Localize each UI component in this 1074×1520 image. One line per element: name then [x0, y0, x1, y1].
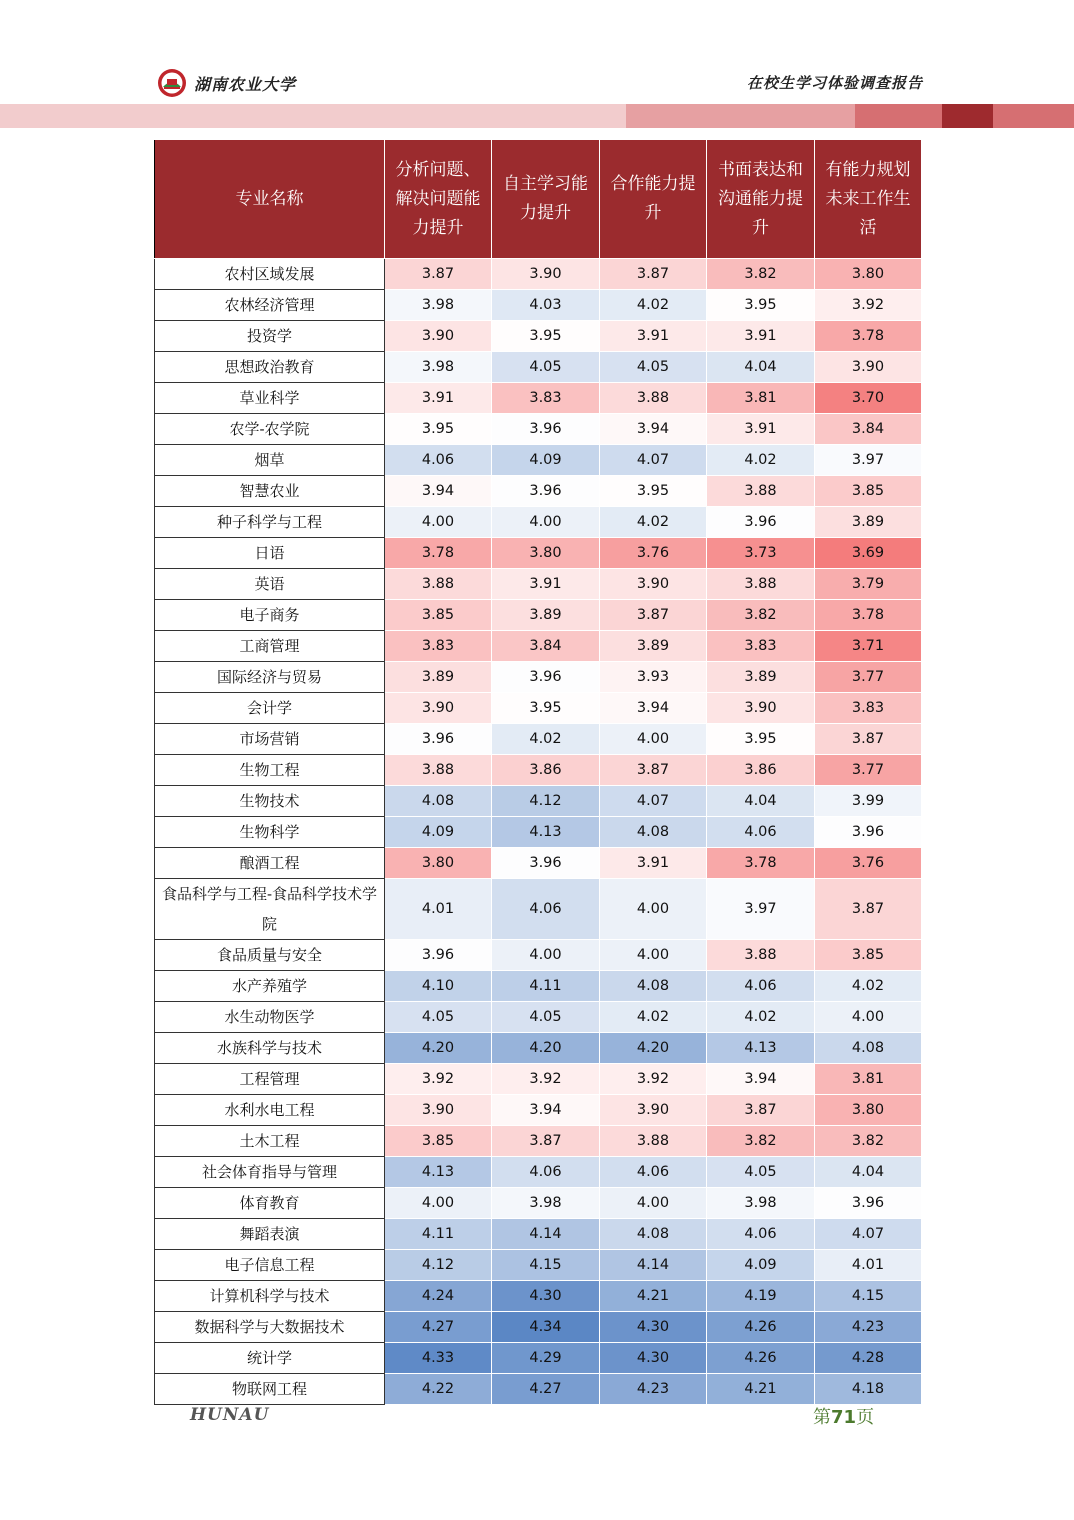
score-cell: 3.88 — [600, 1126, 707, 1157]
score-cell: 3.89 — [492, 600, 600, 631]
score-cell: 3.69 — [815, 538, 922, 569]
major-name-cell: 水利水电工程 — [155, 1095, 385, 1126]
score-cell: 4.02 — [600, 290, 707, 321]
score-cell: 3.92 — [492, 1064, 600, 1095]
header-left — [157, 66, 296, 100]
score-cell: 3.87 — [385, 259, 492, 290]
table-row — [155, 1219, 922, 1250]
table-row — [155, 414, 922, 445]
score-cell: 3.90 — [385, 1095, 492, 1126]
score-cell: 4.06 — [385, 445, 492, 476]
score-cell: 4.05 — [492, 352, 600, 383]
major-name-cell: 社会体育指导与管理 — [155, 1157, 385, 1188]
major-name-cell: 酿酒工程 — [155, 848, 385, 879]
score-cell: 3.96 — [385, 724, 492, 755]
university-name: 湖南农业大学 — [194, 74, 297, 94]
score-cell: 3.96 — [492, 414, 600, 445]
score-cell: 3.97 — [707, 879, 815, 940]
major-name-cell: 投资学 — [155, 321, 385, 352]
table-row — [155, 1033, 922, 1064]
score-cell: 4.04 — [707, 786, 815, 817]
score-cell: 3.78 — [815, 321, 922, 352]
table-row — [155, 786, 922, 817]
table-row — [155, 1374, 922, 1405]
score-cell: 4.23 — [815, 1312, 922, 1343]
major-name-cell: 工商管理 — [155, 631, 385, 662]
table-row — [155, 538, 922, 569]
major-name-cell: 数据科学与大数据技术 — [155, 1312, 385, 1343]
table-row — [155, 600, 922, 631]
table-row — [155, 848, 922, 879]
score-cell: 4.27 — [385, 1312, 492, 1343]
score-cell: 3.95 — [492, 321, 600, 352]
score-cell: 3.83 — [815, 693, 922, 724]
score-cell: 3.80 — [815, 259, 922, 290]
score-cell: 3.89 — [815, 507, 922, 538]
score-cell: 3.88 — [385, 569, 492, 600]
score-cell: 3.87 — [600, 600, 707, 631]
score-cell: 3.90 — [815, 352, 922, 383]
score-cell: 3.89 — [385, 662, 492, 693]
score-cell: 4.30 — [492, 1281, 600, 1312]
score-cell: 3.87 — [492, 1126, 600, 1157]
score-cell: 3.85 — [385, 600, 492, 631]
major-name-cell: 食品质量与安全 — [155, 940, 385, 971]
table-row — [155, 569, 922, 600]
table-row — [155, 476, 922, 507]
table-row — [155, 662, 922, 693]
major-name-cell: 英语 — [155, 569, 385, 600]
score-cell: 3.96 — [815, 817, 922, 848]
score-cell: 4.07 — [815, 1219, 922, 1250]
score-cell: 4.22 — [385, 1374, 492, 1405]
score-cell: 3.89 — [600, 631, 707, 662]
score-cell: 3.86 — [707, 755, 815, 786]
score-cell: 4.30 — [600, 1343, 707, 1374]
score-cell: 3.94 — [385, 476, 492, 507]
score-cell: 4.30 — [600, 1312, 707, 1343]
score-cell: 3.92 — [815, 290, 922, 321]
score-cell: 3.90 — [600, 1095, 707, 1126]
score-cell: 4.10 — [385, 971, 492, 1002]
score-cell: 3.88 — [600, 383, 707, 414]
table-row — [155, 1250, 922, 1281]
table-row — [155, 507, 922, 538]
footer-brand: HUNAU — [190, 1405, 270, 1425]
score-cell: 3.78 — [385, 538, 492, 569]
score-cell: 3.77 — [815, 662, 922, 693]
score-cell: 4.29 — [492, 1343, 600, 1374]
table-row — [155, 940, 922, 971]
score-cell: 3.95 — [600, 476, 707, 507]
score-cell: 3.82 — [815, 1126, 922, 1157]
major-name-cell: 日语 — [155, 538, 385, 569]
column-header: 书面表达和沟通能力提升 — [707, 140, 815, 259]
score-cell: 3.89 — [707, 662, 815, 693]
major-name-cell: 生物科学 — [155, 817, 385, 848]
score-cell: 3.96 — [492, 662, 600, 693]
table-row — [155, 1002, 922, 1033]
score-cell: 3.94 — [600, 693, 707, 724]
page-suffix: 页 — [856, 1407, 875, 1428]
major-name-cell: 体育教育 — [155, 1188, 385, 1219]
score-cell: 4.02 — [600, 507, 707, 538]
score-cell: 3.83 — [707, 631, 815, 662]
score-cell: 3.98 — [492, 1188, 600, 1219]
score-cell: 3.90 — [385, 321, 492, 352]
score-cell: 4.09 — [492, 445, 600, 476]
table-row — [155, 1095, 922, 1126]
score-cell: 4.26 — [707, 1312, 815, 1343]
score-cell: 3.71 — [815, 631, 922, 662]
score-cell: 3.91 — [600, 848, 707, 879]
university-seal-icon — [157, 68, 187, 98]
score-cell: 3.91 — [707, 414, 815, 445]
score-cell: 3.84 — [492, 631, 600, 662]
score-cell: 4.00 — [600, 879, 707, 940]
score-cell: 4.12 — [492, 786, 600, 817]
score-cell: 4.33 — [385, 1343, 492, 1374]
table-row — [155, 1126, 922, 1157]
major-name-cell: 工程管理 — [155, 1064, 385, 1095]
score-cell: 4.08 — [385, 786, 492, 817]
score-cell: 3.80 — [492, 538, 600, 569]
score-cell: 4.21 — [600, 1281, 707, 1312]
major-name-cell: 水生动物医学 — [155, 1002, 385, 1033]
score-cell: 3.80 — [385, 848, 492, 879]
table-row — [155, 631, 922, 662]
score-cell: 3.98 — [707, 1188, 815, 1219]
major-name-cell: 水族科学与技术 — [155, 1033, 385, 1064]
score-cell: 4.21 — [707, 1374, 815, 1405]
score-cell: 4.11 — [492, 971, 600, 1002]
score-cell: 4.13 — [385, 1157, 492, 1188]
score-cell: 4.06 — [707, 1219, 815, 1250]
score-cell: 3.96 — [492, 848, 600, 879]
column-header: 有能力规划未来工作生活 — [815, 140, 922, 259]
score-cell: 3.94 — [600, 414, 707, 445]
major-name-cell: 生物技术 — [155, 786, 385, 817]
score-cell: 3.82 — [707, 600, 815, 631]
score-cell: 3.87 — [707, 1095, 815, 1126]
score-cell: 3.98 — [385, 352, 492, 383]
score-cell: 3.95 — [385, 414, 492, 445]
score-cell: 3.91 — [707, 321, 815, 352]
score-cell: 4.02 — [600, 1002, 707, 1033]
score-cell: 4.04 — [815, 1157, 922, 1188]
score-cell: 3.96 — [815, 1188, 922, 1219]
score-cell: 3.78 — [707, 848, 815, 879]
score-cell: 3.95 — [707, 724, 815, 755]
score-cell: 4.03 — [492, 290, 600, 321]
score-cell: 3.83 — [385, 631, 492, 662]
score-cell: 3.94 — [707, 1064, 815, 1095]
table-row — [155, 755, 922, 786]
score-cell: 4.07 — [600, 445, 707, 476]
major-name-cell: 统计学 — [155, 1343, 385, 1374]
score-cell: 3.95 — [707, 290, 815, 321]
score-cell: 4.05 — [492, 1002, 600, 1033]
major-name-cell: 会计学 — [155, 693, 385, 724]
score-cell: 3.81 — [707, 383, 815, 414]
score-cell: 3.80 — [815, 1095, 922, 1126]
column-header: 合作能力提升 — [600, 140, 707, 259]
score-cell: 4.06 — [707, 817, 815, 848]
major-name-cell: 物联网工程 — [155, 1374, 385, 1405]
table-row — [155, 383, 922, 414]
major-name-cell: 思想政治教育 — [155, 352, 385, 383]
score-cell: 3.96 — [385, 940, 492, 971]
table-row — [155, 445, 922, 476]
score-cell: 4.02 — [492, 724, 600, 755]
score-cell: 3.76 — [815, 848, 922, 879]
score-cell: 3.88 — [707, 569, 815, 600]
score-cell: 4.09 — [707, 1250, 815, 1281]
page-prefix: 第 — [813, 1407, 831, 1428]
score-cell: 4.15 — [492, 1250, 600, 1281]
score-cell: 4.26 — [707, 1343, 815, 1374]
score-cell: 3.91 — [600, 321, 707, 352]
score-cell: 3.91 — [492, 569, 600, 600]
major-name-cell: 食品科学与工程-食品科学技术学院 — [155, 879, 385, 940]
table-row — [155, 1188, 922, 1219]
score-cell: 3.77 — [815, 755, 922, 786]
score-cell: 4.15 — [815, 1281, 922, 1312]
score-cell: 4.00 — [385, 507, 492, 538]
score-cell: 4.00 — [815, 1002, 922, 1033]
score-cell: 4.23 — [600, 1374, 707, 1405]
table-row — [155, 290, 922, 321]
score-cell: 4.06 — [492, 879, 600, 940]
score-cell: 3.84 — [815, 414, 922, 445]
score-cell: 4.20 — [492, 1033, 600, 1064]
score-cell: 4.05 — [600, 352, 707, 383]
score-cell: 4.08 — [815, 1033, 922, 1064]
score-cell: 4.24 — [385, 1281, 492, 1312]
table-row — [155, 1343, 922, 1374]
table-row — [155, 1064, 922, 1095]
score-cell: 4.19 — [707, 1281, 815, 1312]
table-row — [155, 879, 922, 940]
major-name-cell: 水产养殖学 — [155, 971, 385, 1002]
score-cell: 3.92 — [600, 1064, 707, 1095]
table-row — [155, 693, 922, 724]
score-cell: 4.00 — [600, 724, 707, 755]
score-cell: 4.00 — [492, 507, 600, 538]
column-header: 自主学习能力提升 — [492, 140, 600, 259]
table-body — [155, 259, 922, 1405]
score-cell: 4.27 — [492, 1374, 600, 1405]
score-cell: 4.02 — [815, 971, 922, 1002]
score-cell: 3.92 — [385, 1064, 492, 1095]
score-cell: 4.08 — [600, 1219, 707, 1250]
score-cell: 4.00 — [385, 1188, 492, 1219]
score-cell: 3.90 — [600, 569, 707, 600]
score-cell: 4.05 — [707, 1157, 815, 1188]
score-cell: 4.00 — [600, 1188, 707, 1219]
major-scores-table — [154, 139, 922, 1405]
score-cell: 3.78 — [815, 600, 922, 631]
score-cell: 4.04 — [707, 352, 815, 383]
score-cell: 4.02 — [707, 445, 815, 476]
score-cell: 3.88 — [707, 476, 815, 507]
score-cell: 3.70 — [815, 383, 922, 414]
score-cell: 3.98 — [385, 290, 492, 321]
score-cell: 4.01 — [815, 1250, 922, 1281]
score-cell: 4.28 — [815, 1343, 922, 1374]
score-cell: 3.87 — [600, 755, 707, 786]
major-name-cell: 农学-农学院 — [155, 414, 385, 445]
table-row — [155, 352, 922, 383]
major-name-cell: 种子科学与工程 — [155, 507, 385, 538]
table-row — [155, 1281, 922, 1312]
score-cell: 4.20 — [600, 1033, 707, 1064]
table-row — [155, 1312, 922, 1343]
score-cell: 3.96 — [492, 476, 600, 507]
score-cell: 4.06 — [707, 971, 815, 1002]
score-cell: 4.08 — [600, 817, 707, 848]
score-cell: 4.14 — [492, 1219, 600, 1250]
score-cell: 3.96 — [707, 507, 815, 538]
major-name-cell: 电子商务 — [155, 600, 385, 631]
score-cell: 3.91 — [385, 383, 492, 414]
table-row — [155, 1157, 922, 1188]
score-cell: 3.83 — [492, 383, 600, 414]
score-cell: 4.34 — [492, 1312, 600, 1343]
score-cell: 3.95 — [492, 693, 600, 724]
score-cell: 3.90 — [385, 693, 492, 724]
score-cell: 3.97 — [815, 445, 922, 476]
score-cell: 4.01 — [385, 879, 492, 940]
major-name-cell: 计算机科学与技术 — [155, 1281, 385, 1312]
score-cell: 3.88 — [385, 755, 492, 786]
score-cell: 4.09 — [385, 817, 492, 848]
table-row — [155, 321, 922, 352]
score-cell: 3.94 — [492, 1095, 600, 1126]
score-cell: 4.11 — [385, 1219, 492, 1250]
page-number-value: 71 — [831, 1407, 857, 1428]
score-cell: 4.02 — [707, 1002, 815, 1033]
report-title: 在校生学习体验调查报告 — [746, 74, 923, 92]
score-cell: 3.87 — [815, 724, 922, 755]
score-cell: 3.87 — [815, 879, 922, 940]
table-row — [155, 259, 922, 290]
score-cell: 4.05 — [385, 1002, 492, 1033]
header-band — [0, 104, 1074, 128]
table-header-row — [155, 140, 922, 259]
score-cell: 4.00 — [492, 940, 600, 971]
score-cell: 3.93 — [600, 662, 707, 693]
major-name-cell: 草业科学 — [155, 383, 385, 414]
score-cell: 3.73 — [707, 538, 815, 569]
major-name-cell: 土木工程 — [155, 1126, 385, 1157]
score-cell: 4.18 — [815, 1374, 922, 1405]
score-cell: 3.82 — [707, 1126, 815, 1157]
major-name-cell: 电子信息工程 — [155, 1250, 385, 1281]
major-name-cell: 农村区域发展 — [155, 259, 385, 290]
score-cell: 4.00 — [600, 940, 707, 971]
major-name-cell: 农林经济管理 — [155, 290, 385, 321]
major-name-cell: 舞蹈表演 — [155, 1219, 385, 1250]
score-cell: 4.06 — [492, 1157, 600, 1188]
major-name-cell: 烟草 — [155, 445, 385, 476]
score-cell: 3.90 — [492, 259, 600, 290]
score-cell: 3.90 — [707, 693, 815, 724]
page-number — [813, 1403, 874, 1429]
table-row — [155, 817, 922, 848]
major-name-cell: 国际经济与贸易 — [155, 662, 385, 693]
score-cell: 4.20 — [385, 1033, 492, 1064]
score-cell: 3.79 — [815, 569, 922, 600]
score-cell: 3.85 — [815, 476, 922, 507]
score-cell: 3.82 — [707, 259, 815, 290]
column-header: 专业名称 — [155, 140, 385, 259]
column-header: 分析问题、解决问题能力提升 — [385, 140, 492, 259]
major-name-cell: 智慧农业 — [155, 476, 385, 507]
score-cell: 3.99 — [815, 786, 922, 817]
score-cell: 3.87 — [600, 259, 707, 290]
score-cell: 3.85 — [385, 1126, 492, 1157]
score-cell: 4.12 — [385, 1250, 492, 1281]
score-cell: 3.76 — [600, 538, 707, 569]
score-cell: 3.88 — [707, 940, 815, 971]
score-cell: 4.13 — [707, 1033, 815, 1064]
score-cell: 4.06 — [600, 1157, 707, 1188]
major-name-cell: 生物工程 — [155, 755, 385, 786]
major-name-cell: 市场营销 — [155, 724, 385, 755]
score-cell: 4.08 — [600, 971, 707, 1002]
score-cell: 3.85 — [815, 940, 922, 971]
score-cell: 3.86 — [492, 755, 600, 786]
score-cell: 4.13 — [492, 817, 600, 848]
table-row — [155, 724, 922, 755]
table-row — [155, 971, 922, 1002]
score-cell: 3.81 — [815, 1064, 922, 1095]
score-cell: 4.07 — [600, 786, 707, 817]
score-cell: 4.14 — [600, 1250, 707, 1281]
